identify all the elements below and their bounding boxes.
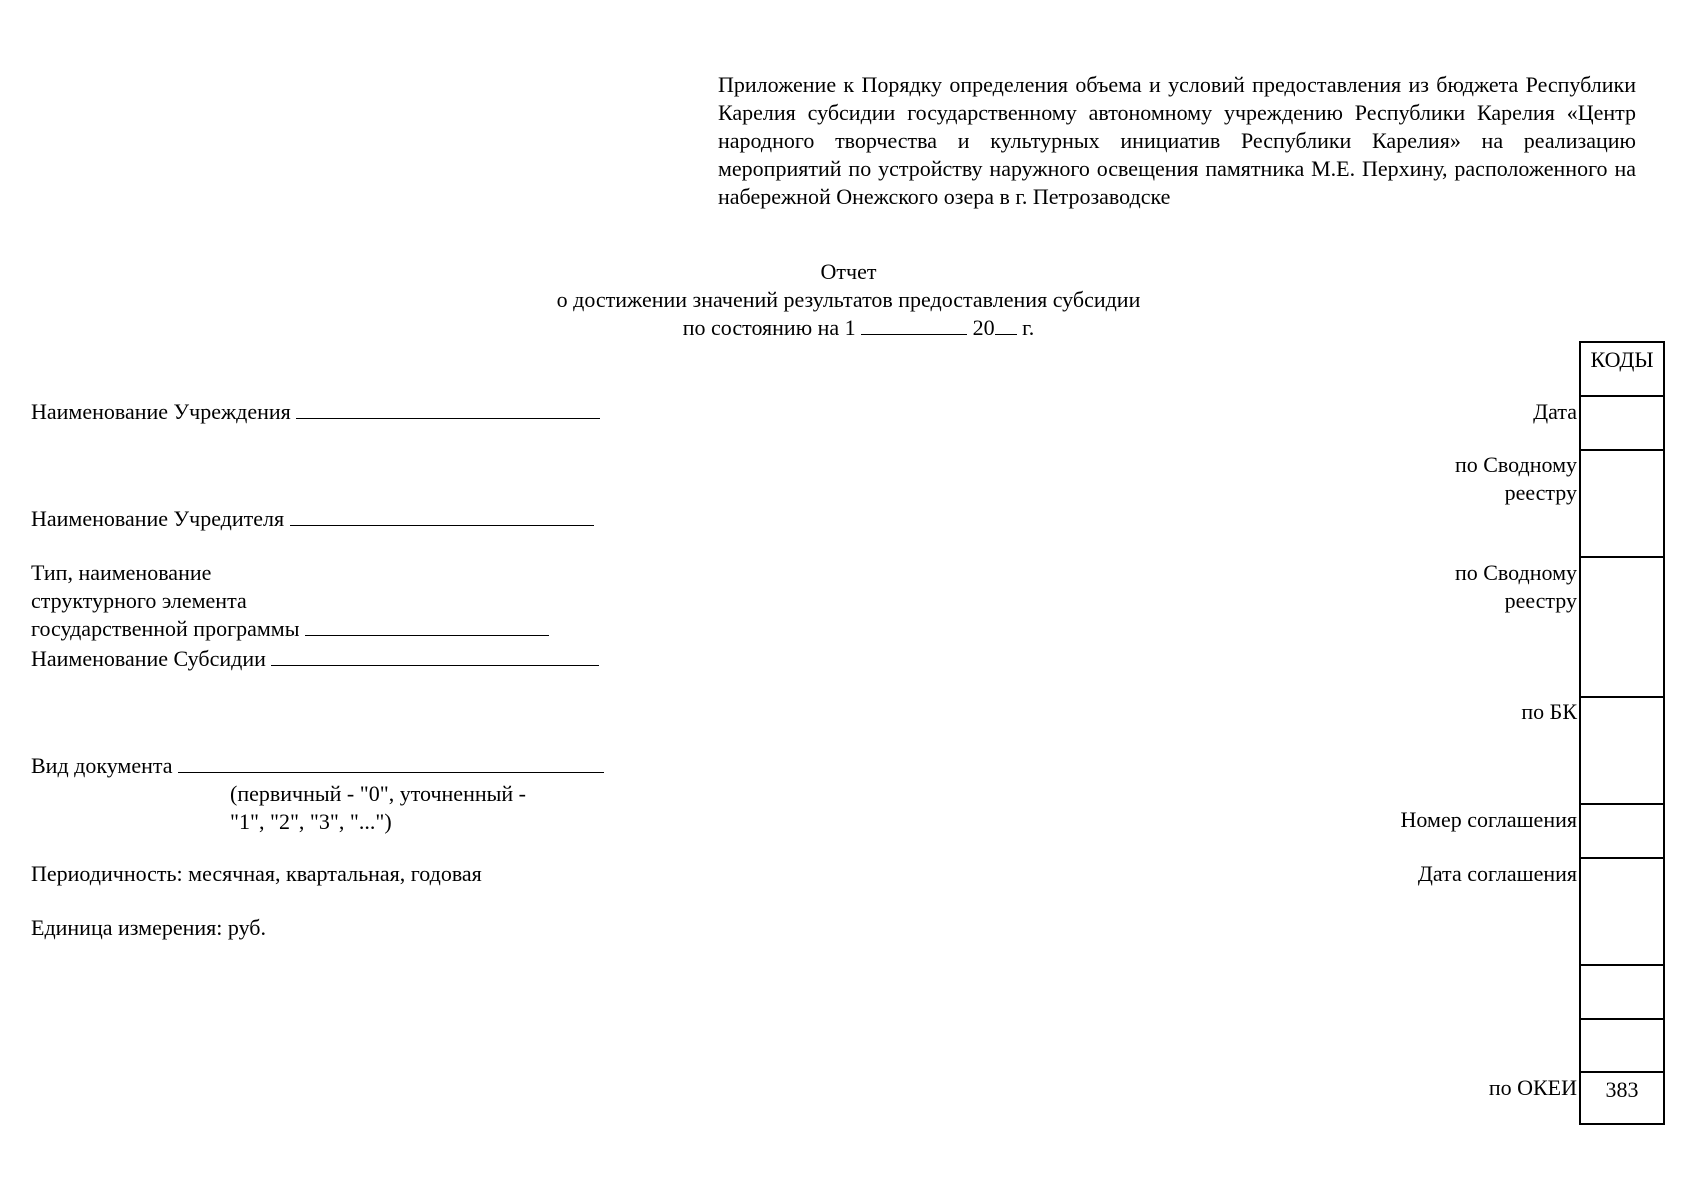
program-label-line3: государственной программы bbox=[31, 616, 300, 641]
year-prefix: 20 bbox=[972, 315, 995, 340]
appendix-note: Приложение к Порядку определения объема и условий предоставления из бюджета Республики Карелия субсидии государственному автономному учреждению Республики Карелия «Центр народного творчества и культурных инициатив Республики Карелия» на реализацию мероприятий по устройству наружного освещения памятника М.Е. Перхину, расположенного на набережной Онежского озера в г. Петрозаводске bbox=[718, 72, 1636, 209]
doc-type-label: Вид документа bbox=[31, 753, 173, 778]
code-cell-agreement-number[interactable] bbox=[1579, 803, 1665, 857]
program-field bbox=[31, 615, 549, 642]
day-month-blank[interactable] bbox=[861, 314, 967, 335]
unit-text: Единица измерения: руб. bbox=[31, 915, 266, 940]
doc-type-hint-line2: "1", "2", "3", "...") bbox=[230, 809, 392, 834]
report-date-line bbox=[10, 314, 1697, 342]
code-cell-registry2[interactable] bbox=[1579, 556, 1665, 696]
year-blank[interactable] bbox=[995, 314, 1017, 335]
founder-label: Наименование Учредителя bbox=[31, 506, 285, 531]
founder-blank[interactable] bbox=[290, 505, 594, 526]
institution-label: Наименование Учреждения bbox=[31, 399, 291, 424]
year-suffix: г. bbox=[1022, 315, 1035, 340]
code-cell-agreement-date[interactable] bbox=[1579, 857, 1665, 964]
code-label-okei: по ОКЕИ bbox=[1488, 1075, 1577, 1100]
code-label-date: Дата bbox=[1533, 399, 1577, 424]
code-cell-registry1[interactable] bbox=[1579, 449, 1665, 556]
code-cell-date[interactable] bbox=[1579, 395, 1665, 449]
subsidy-field bbox=[31, 645, 599, 672]
code-cell-blank2[interactable] bbox=[1579, 1018, 1665, 1071]
code-cell-okei[interactable]: 383 bbox=[1579, 1071, 1665, 1125]
program-blank[interactable] bbox=[305, 615, 549, 636]
subsidy-label: Наименование Субсидии bbox=[31, 646, 266, 671]
program-label-line1: Тип, наименование bbox=[31, 560, 212, 585]
report-title: Отчет bbox=[820, 259, 877, 284]
subsidy-blank[interactable] bbox=[271, 645, 599, 666]
doc-type-blank[interactable] bbox=[178, 752, 604, 773]
periodicity-text: Периодичность: месячная, квартальная, годовая bbox=[31, 861, 482, 886]
program-label-line2: структурного элемента bbox=[31, 588, 247, 613]
code-label-bk: по БК bbox=[1521, 699, 1577, 724]
founder-field bbox=[31, 505, 594, 532]
report-subtitle: о достижении значений результатов предоставления субсидии bbox=[556, 287, 1141, 312]
code-label-registry1-line2: реестру bbox=[1504, 480, 1577, 505]
doc-type-field bbox=[31, 752, 604, 779]
code-label-registry2-line1: по Сводному bbox=[1454, 560, 1577, 585]
code-label-agreement-date: Дата соглашения bbox=[1417, 861, 1577, 886]
date-prefix: по состоянию на 1 bbox=[682, 315, 856, 340]
code-label-registry2-line2: реестру bbox=[1504, 588, 1577, 613]
doc-type-hint-line1: (первичный - "0", уточненный - bbox=[230, 781, 526, 806]
code-label-agreement-number: Номер соглашения bbox=[1400, 807, 1577, 832]
code-cell-blank1[interactable] bbox=[1579, 964, 1665, 1018]
institution-blank[interactable] bbox=[296, 398, 600, 419]
institution-field bbox=[31, 398, 600, 425]
codes-header-cell: КОДЫ bbox=[1579, 341, 1665, 395]
code-cell-bk[interactable] bbox=[1579, 696, 1665, 803]
code-label-registry1-line1: по Сводному bbox=[1454, 452, 1577, 477]
